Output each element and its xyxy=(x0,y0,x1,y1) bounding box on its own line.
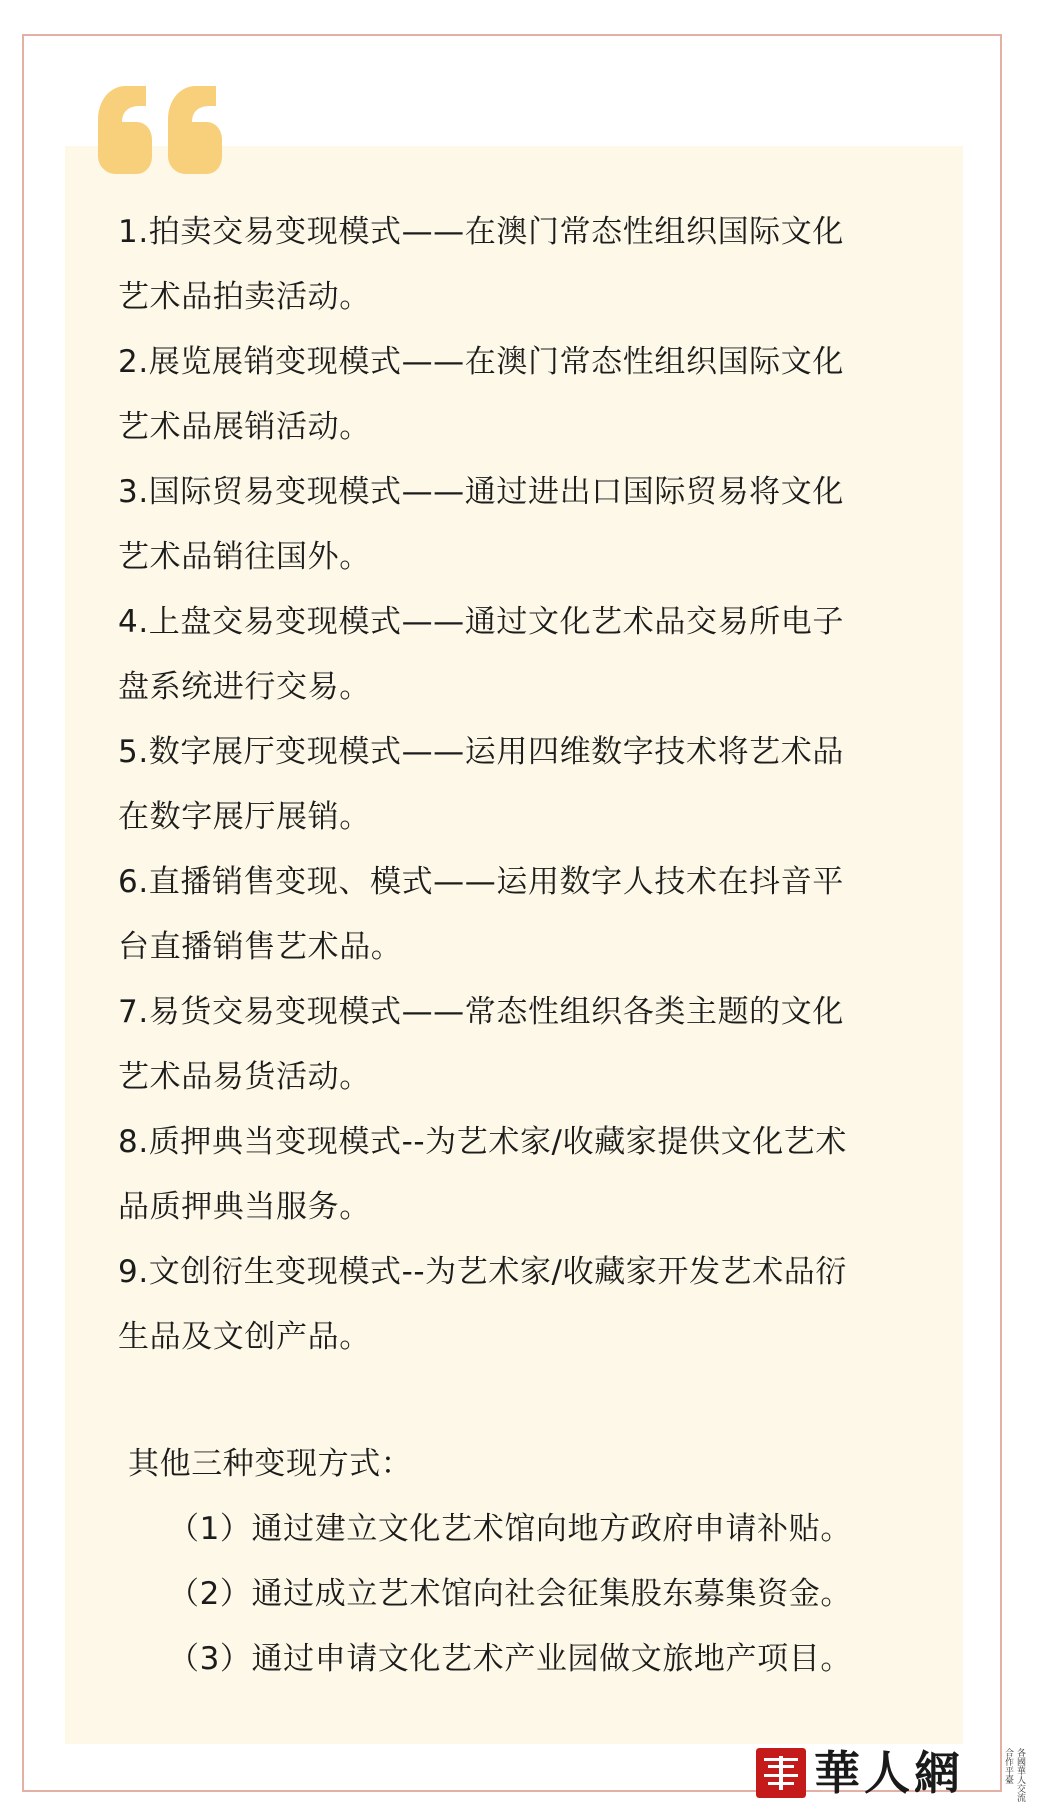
list-item-line: 8.质押典当变现模式--为艺术家/收藏家提供文化艺术 xyxy=(118,1124,847,1160)
list-item-line: 台直播销售艺术品。 xyxy=(118,929,403,965)
site-logo xyxy=(756,1744,1026,1802)
list-item-line: 5.数字展厅变现模式——运用四维数字技术将艺术品 xyxy=(118,734,844,770)
list-item-line: 在数字展厅展销。 xyxy=(118,799,371,835)
logo-name: 華人網 xyxy=(814,1746,964,1800)
other-methods xyxy=(128,1432,852,1692)
other-method-item: （3）通过申请文化艺术产业园做文旅地产项目。 xyxy=(168,1641,852,1677)
list-item-line: 艺术品销往国外。 xyxy=(118,539,371,575)
logo-tagline: 各國華人交流合作平臺 xyxy=(1003,1748,1025,1802)
list-item-line: 6.直播销售变现、模式——运用数字人技术在抖音平 xyxy=(118,864,844,900)
quote-mark-icon xyxy=(96,78,236,178)
list-item-line: 生品及文创产品。 xyxy=(118,1319,371,1355)
modes-list xyxy=(118,200,918,1370)
list-item-line: 1.拍卖交易变现模式——在澳门常态性组织国际文化 xyxy=(118,214,844,250)
list-item-line: 9.文创衍生变现模式--为艺术家/收藏家开发艺术品衍 xyxy=(118,1254,847,1290)
list-item-line: 7.易货交易变现模式——常态性组织各类主题的文化 xyxy=(118,994,844,1030)
list-item-line: 3.国际贸易变现模式——通过进出口国际贸易将文化 xyxy=(118,474,844,510)
list-item-line: 盘系统进行交易。 xyxy=(118,669,371,705)
other-method-item: （2）通过成立艺术馆向社会征集股东募集资金。 xyxy=(168,1576,852,1612)
other-method-item: （1）通过建立文化艺术馆向地方政府申请补贴。 xyxy=(168,1511,852,1547)
hua-ren-emblem-icon xyxy=(756,1748,806,1798)
list-item-line: 艺术品易货活动。 xyxy=(118,1059,371,1095)
other-methods-title: 其他三种变现方式： xyxy=(128,1446,413,1482)
list-item-line: 4.上盘交易变现模式——通过文化艺术品交易所电子 xyxy=(118,604,844,640)
list-item-line: 2.展览展销变现模式——在澳门常态性组织国际文化 xyxy=(118,344,844,380)
list-item-line: 品质押典当服务。 xyxy=(118,1189,371,1225)
list-item-line: 艺术品拍卖活动。 xyxy=(118,279,371,315)
list-item-line: 艺术品展销活动。 xyxy=(118,409,371,445)
